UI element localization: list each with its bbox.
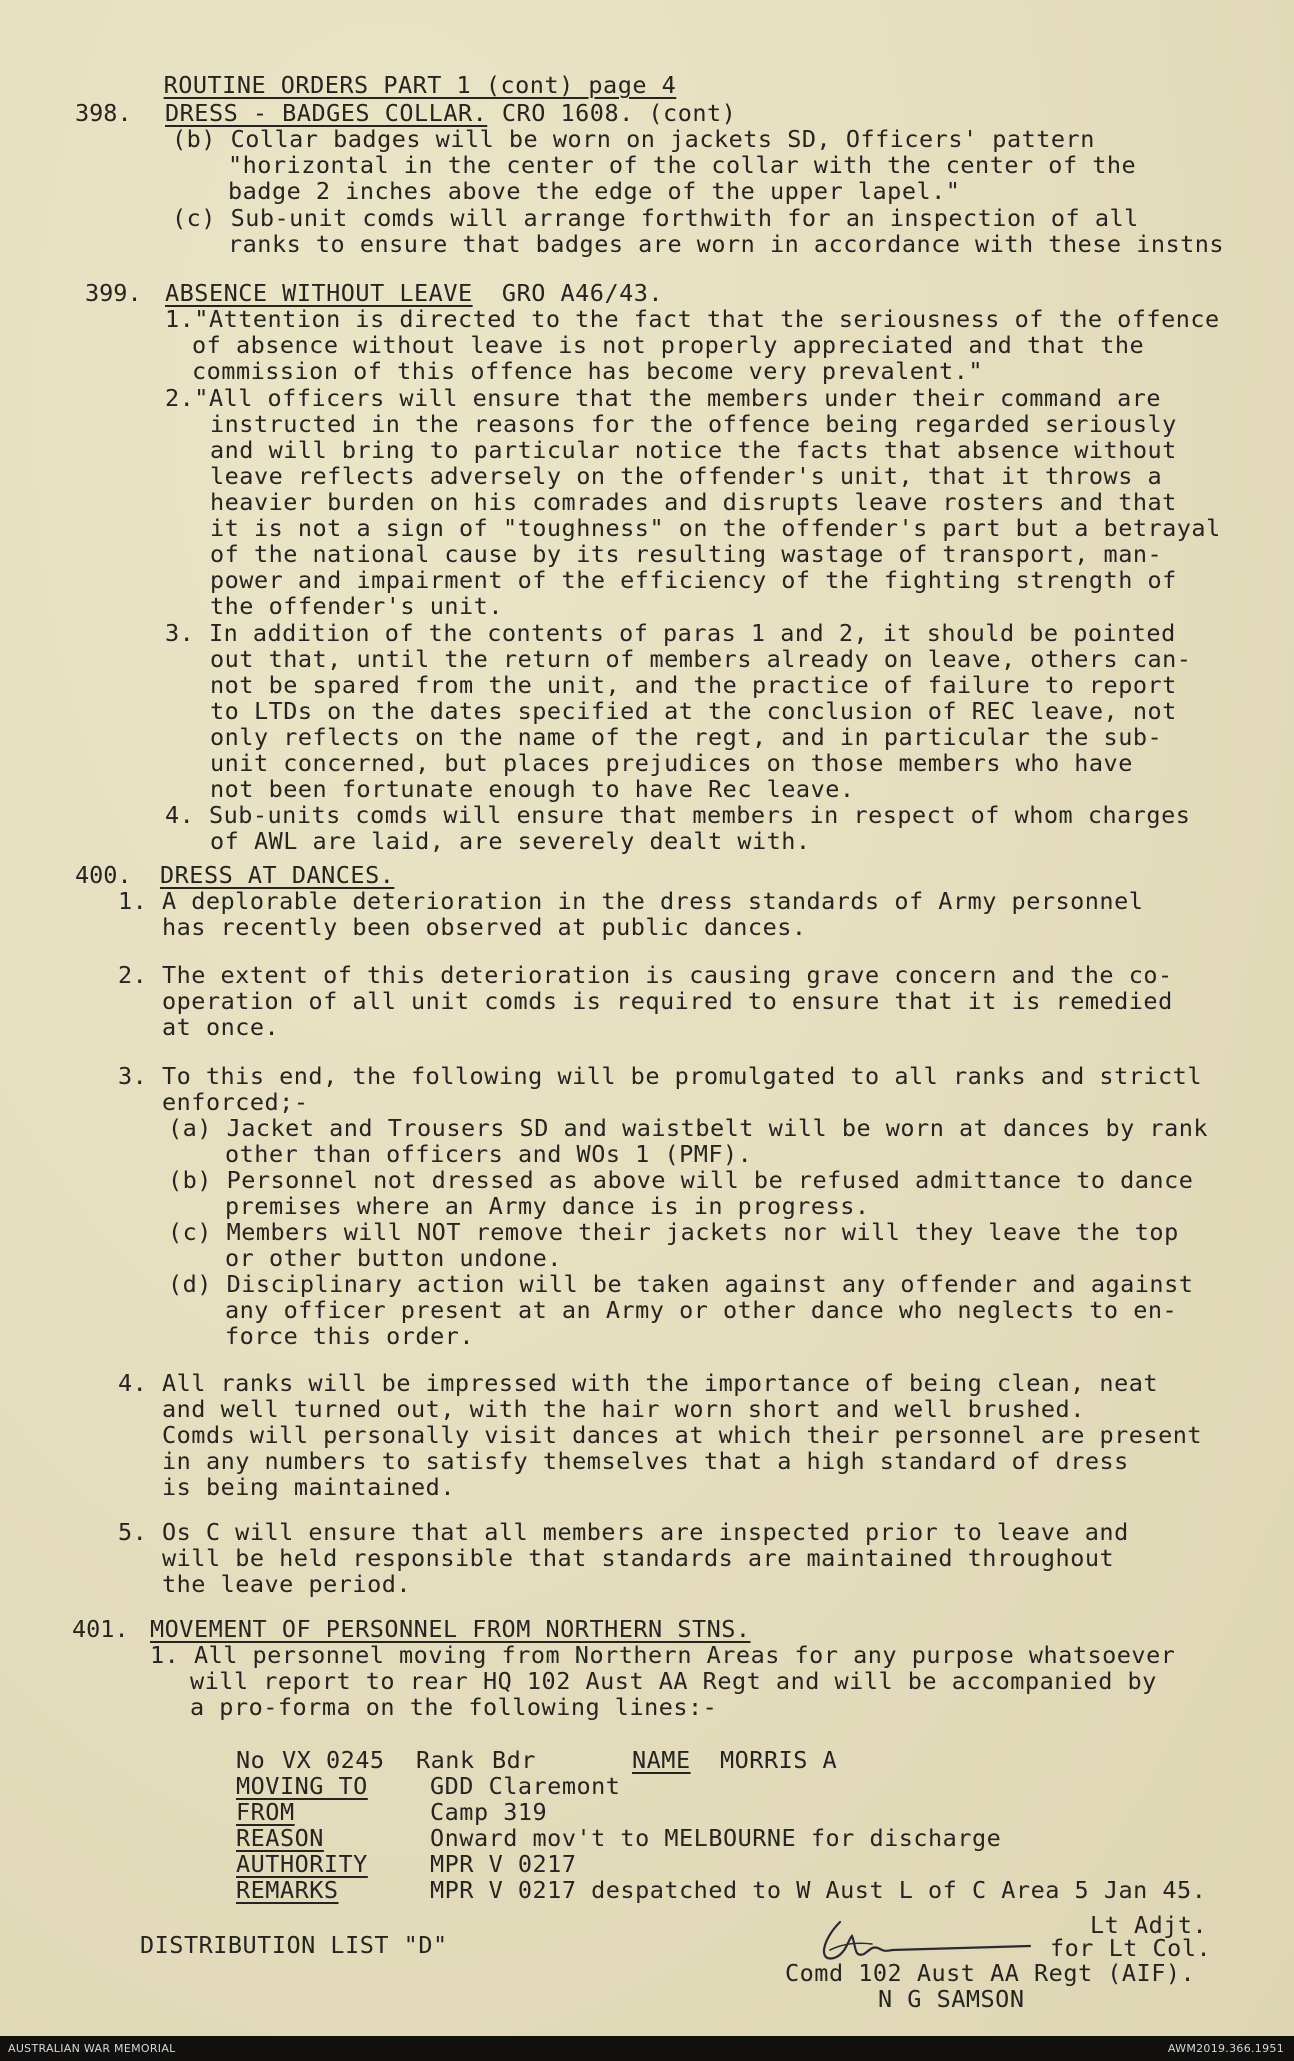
proforma-value: Onward mov't to MELBOURNE for discharge — [430, 1824, 1002, 1852]
proforma-rank-value: Bdr — [492, 1746, 536, 1774]
item-399-line: heavier burden on his comrades and disrupts leave rosters and that — [210, 488, 1177, 516]
item-399-line: out that, until the return of members already on leave, others can- — [210, 645, 1192, 673]
proforma-rank-label: Rank — [416, 1746, 475, 1774]
item-399-line: to LTDs on the dates specified at the conclusion of REC leave, not — [210, 697, 1177, 725]
item-400-line: (b) Personnel not dressed as above will be refused admittance to dance — [168, 1166, 1194, 1194]
item-398-ref: CRO 1608. (cont) — [487, 99, 737, 127]
item-400-line: other than officers and WOs 1 (PMF). — [225, 1140, 753, 1168]
proforma-name-label: NAME — [632, 1746, 691, 1774]
proforma-label: REMARKS — [236, 1876, 339, 1904]
item-399-line: power and impairment of the efficiency of the fighting strength of — [210, 566, 1177, 594]
item-400-line: in any numbers to satisfy themselves that a high standard of dress — [162, 1447, 1129, 1475]
item-400-line: the leave period. — [162, 1570, 412, 1598]
item-400-line: premises where an Army dance is in progress. — [225, 1192, 870, 1220]
footer-reference: AWM2019.366.1951 — [1167, 2042, 1284, 2055]
item-400-number: 400. — [75, 861, 132, 889]
proforma-value: GDD Claremont — [430, 1772, 621, 1800]
item-399-line: not be spared from the unit, and the practice of failure to report — [210, 671, 1177, 699]
signature-image — [812, 1910, 1042, 1970]
item-399-line: of the national cause by its resulting wastage of transport, man- — [210, 540, 1163, 568]
item-399-line: of AWL are laid, are severely dealt with. — [210, 827, 811, 855]
proforma-label: FROM — [236, 1798, 295, 1826]
item-400-line: 5. Os C will ensure that all members are inspected prior to leave and — [118, 1518, 1129, 1546]
item-399-line: 4. Sub-units comds will ensure that members in respect of whom charges — [165, 801, 1191, 829]
item-400-line: is being maintained. — [162, 1473, 455, 1501]
footer-bar — [0, 2036, 1294, 2061]
item-399-line: only reflects on the name of the regt, and in particular the sub- — [210, 723, 1163, 751]
signoff-rank: Lt Adjt. — [1090, 1911, 1208, 1939]
item-400-line: any officer present at an Army or other dance who neglects to en- — [225, 1296, 1178, 1324]
item-399-line: unit concerned, but places prejudices on those members who have — [210, 749, 1133, 777]
item-401-line: 1. All personnel moving from Northern Areas for any purpose whatsoever — [150, 1641, 1176, 1669]
item-399-line: the offender's unit. — [210, 592, 503, 620]
item-399-number: 399. — [85, 279, 142, 307]
signoff-for: for Lt Col. — [1050, 1934, 1212, 1962]
distribution-list: DISTRIBUTION LIST "D" — [140, 1931, 448, 1959]
proforma-label: REASON — [236, 1824, 324, 1852]
item-400-line: 4. All ranks will be impressed with the importance of being clean, neat — [118, 1369, 1159, 1397]
item-401-line: a pro-forma on the following lines:- — [190, 1693, 718, 1721]
page-title-text: ROUTINE ORDERS PART 1 (cont) page 4 — [163, 71, 677, 99]
item-399-heading — [165, 280, 663, 306]
item-399-line: 3. In addition of the contents of paras 1 and 2, it should be pointed — [165, 619, 1176, 647]
item-401-heading-text: MOVEMENT OF PERSONNEL FROM NORTHERN STNS. — [150, 1615, 751, 1643]
item-398-line: badge 2 inches above the edge of the upper lapel." — [228, 177, 961, 205]
proforma-value: Camp 319 — [430, 1798, 548, 1826]
item-401-heading — [150, 1616, 751, 1642]
item-399-line: and will bring to particular notice the facts that absence without — [210, 436, 1177, 464]
item-400-line: (c) Members will NOT remove their jackets nor will they leave the top — [168, 1218, 1179, 1246]
item-399-line: instructed in the reasons for the offence being regarded seriously — [210, 410, 1177, 438]
item-400-line: and well turned out, with the hair worn short and well brushed. — [162, 1395, 1085, 1423]
item-398-line: (c) Sub-unit comds will arrange forthwith for an inspection of all — [172, 204, 1139, 232]
item-400-line: 1. A deplorable deterioration in the dress standards of Army personnel — [118, 887, 1144, 915]
item-398-heading-text: DRESS - BADGES COLLAR. — [165, 99, 488, 127]
item-400-line: (a) Jacket and Trousers SD and waistbelt will be worn at dances by rank — [168, 1114, 1209, 1142]
item-400-line: operation of all unit comds is required to ensure that it is remedied — [162, 987, 1173, 1015]
item-399-ref: GRO A46/43. — [472, 279, 664, 307]
item-400-line: or other button undone. — [225, 1244, 562, 1272]
proforma-value: MPR V 0217 — [430, 1850, 577, 1878]
signoff-name: N G SAMSON — [878, 1985, 1025, 2013]
item-399-line: leave reflects adversely on the offender's unit, that it throws a — [210, 462, 1163, 490]
item-399-heading-text: ABSENCE WITHOUT LEAVE — [165, 279, 473, 307]
item-400-line: 3. To this end, the following will be promulgated to all ranks and strictl — [118, 1062, 1202, 1090]
item-398-line: "horizontal in the center of the collar with the center of the — [228, 151, 1137, 179]
item-399-line: 2."All officers will ensure that the members under their command are — [165, 384, 1162, 412]
signoff-unit: Comd 102 Aust AA Regt (AIF). — [785, 1959, 1196, 1987]
proforma-no-label: No — [236, 1746, 266, 1774]
item-401-number: 401. — [72, 1615, 129, 1643]
item-399-line: not been fortunate enough to have Rec leave. — [210, 775, 855, 803]
proforma-name-value: MORRIS A — [720, 1746, 838, 1774]
footer-source: AUSTRALIAN WAR MEMORIAL — [8, 2042, 176, 2055]
item-400-line: will be held responsible that standards are maintained throughout — [162, 1544, 1115, 1572]
proforma-value: MPR V 0217 despatched to W Aust L of C Area 5 Jan 45. — [430, 1876, 1207, 1904]
item-400-line: (d) Disciplinary action will be taken against any offender and against — [168, 1270, 1194, 1298]
item-401-line: will report to rear HQ 102 Aust AA Regt and will be accompanied by — [190, 1667, 1157, 1695]
item-400-line: force this order. — [225, 1322, 475, 1350]
item-398-number: 398. — [75, 99, 132, 127]
item-399-line: commission of this offence has become very prevalent." — [192, 357, 984, 385]
item-398-line: (b) Collar badges will be worn on jackets SD, Officers' pattern — [172, 125, 1095, 153]
proforma-label: MOVING TO — [236, 1772, 368, 1800]
item-400-heading-text: DRESS AT DANCES. — [160, 861, 395, 889]
item-399-line: of absence without leave is not properly appreciated and that the — [192, 331, 1145, 359]
proforma-no-value: VX 0245 — [282, 1746, 385, 1774]
item-400-line: 2. The extent of this deterioration is causing grave concern and the co- — [118, 961, 1173, 989]
item-400-line: enforced;- — [162, 1088, 309, 1116]
item-398-heading — [165, 100, 736, 126]
proforma-label: AUTHORITY — [236, 1850, 368, 1878]
item-400-line: at once. — [162, 1013, 280, 1041]
item-400-line: has recently been observed at public dances. — [162, 913, 807, 941]
item-399-line: 1."Attention is directed to the fact that the seriousness of the offence — [165, 305, 1220, 333]
item-400-line: Comds will personally visit dances at which their personnel are present — [162, 1421, 1203, 1449]
item-400-heading — [160, 862, 394, 888]
item-398-line: ranks to ensure that badges are worn in accordance with these instns — [228, 230, 1225, 258]
item-399-line: it is not a sign of "toughness" on the offender's part but a betrayal — [210, 514, 1221, 542]
